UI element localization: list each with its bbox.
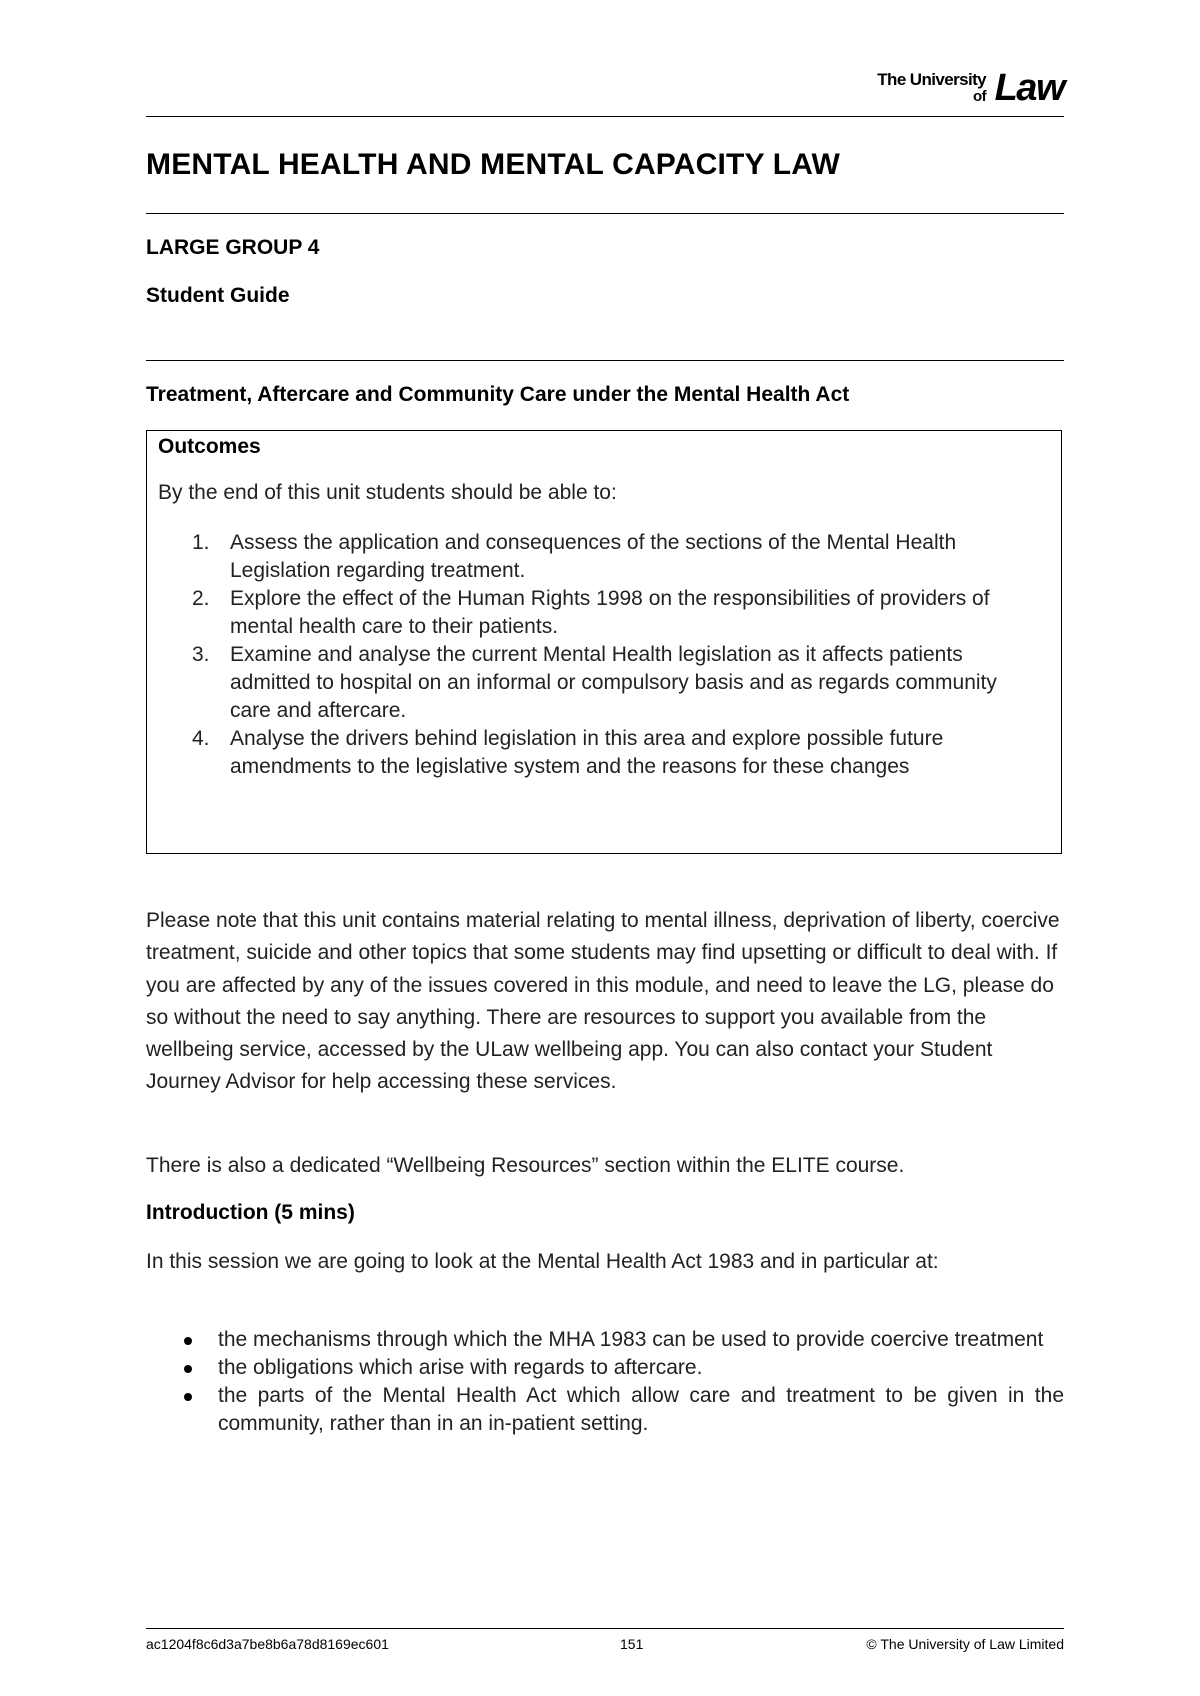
title-divider	[146, 213, 1064, 214]
header-divider	[146, 116, 1064, 117]
guide-label: Student Guide	[146, 284, 290, 307]
outcome-item	[158, 529, 1038, 585]
logo-text-of: of	[973, 88, 986, 105]
outcome-item	[158, 725, 1038, 781]
outcomes-intro: By the end of this unit students should be able to:	[158, 481, 617, 504]
bullet-text: the obligations which arise with regards to aftercare.	[218, 1356, 703, 1379]
logo-text-the-university: The University	[877, 70, 986, 89]
group-label: LARGE GROUP 4	[146, 236, 320, 259]
outcome-number: 1.	[192, 531, 210, 554]
outcome-number: 3.	[192, 643, 210, 666]
bullet-item	[146, 1354, 1064, 1382]
bullet-icon	[184, 1365, 192, 1373]
outcomes-title: Outcomes	[158, 435, 261, 458]
footer-document-id: ac1204f8c6d3a7be8b6a78d8169ec601	[146, 1636, 389, 1652]
logo-text-law: Law	[994, 67, 1064, 109]
introduction-paragraph: In this session we are going to look at the Mental Health Act 1983 and in particular at:	[146, 1250, 939, 1273]
bullet-text: the mechanisms through which the MHA 1983 can be used to provide coercive treatment	[218, 1328, 1044, 1351]
wellbeing-note-paragraph: Please note that this unit contains material relating to mental illness, deprivation of liberty, coercive treatment, suicide and other topics that some students may find upsetting or difficult to deal with. If you are affected by any of the issues covered in this module, and need to leave the LG, please do so without the need to say anything. There are resources to support you available from the wellbeing service, accessed by the ULaw wellbeing app. You can also contact your Student Journey Advisor for help accessing these services.	[146, 909, 1060, 1094]
outcome-text: Assess the application and consequences of the sections of the Mental Health Legislation regarding treatment.	[230, 531, 957, 582]
introduction-bullet-list	[146, 1326, 1064, 1438]
elite-resources-paragraph: There is also a dedicated “Wellbeing Resources” section within the ELITE course.	[146, 1154, 905, 1177]
outcome-item	[158, 585, 1038, 641]
outcomes-list	[158, 529, 1038, 781]
bullet-icon	[184, 1393, 192, 1401]
introduction-heading: Introduction (5 mins)	[146, 1201, 355, 1224]
section-divider	[146, 360, 1064, 361]
page-title: MENTAL HEALTH AND MENTAL CAPACITY LAW	[146, 148, 841, 181]
bullet-item	[146, 1326, 1064, 1354]
outcome-text: Explore the effect of the Human Rights 1998 on the responsibilities of providers of mental health care to their patients.	[230, 587, 990, 638]
bullet-text: the parts of the Mental Health Act which allow care and treatment to be given in the community, rather than in an in-patient setting.	[218, 1384, 1064, 1435]
section-heading: Treatment, Aftercare and Community Care under the Mental Health Act	[146, 383, 850, 406]
outcome-number: 4.	[192, 727, 210, 750]
outcome-number: 2.	[192, 587, 210, 610]
university-logo	[874, 66, 1064, 110]
outcome-item	[158, 641, 1038, 725]
outcome-text: Analyse the drivers behind legislation in this area and explore possible future amendments to the legislative system and the reasons for these changes	[230, 727, 944, 778]
footer-divider	[146, 1628, 1064, 1629]
bullet-item	[146, 1382, 1064, 1438]
footer-copyright: © The University of Law Limited	[866, 1636, 1064, 1652]
footer-page-number: 151	[620, 1636, 644, 1652]
outcome-text: Examine and analyse the current Mental Health legislation as it affects patients admitted to hospital on an informal or compulsory basis and as regards community care and aftercare.	[230, 643, 997, 722]
bullet-icon	[184, 1337, 192, 1345]
outcomes-box	[146, 430, 1062, 854]
